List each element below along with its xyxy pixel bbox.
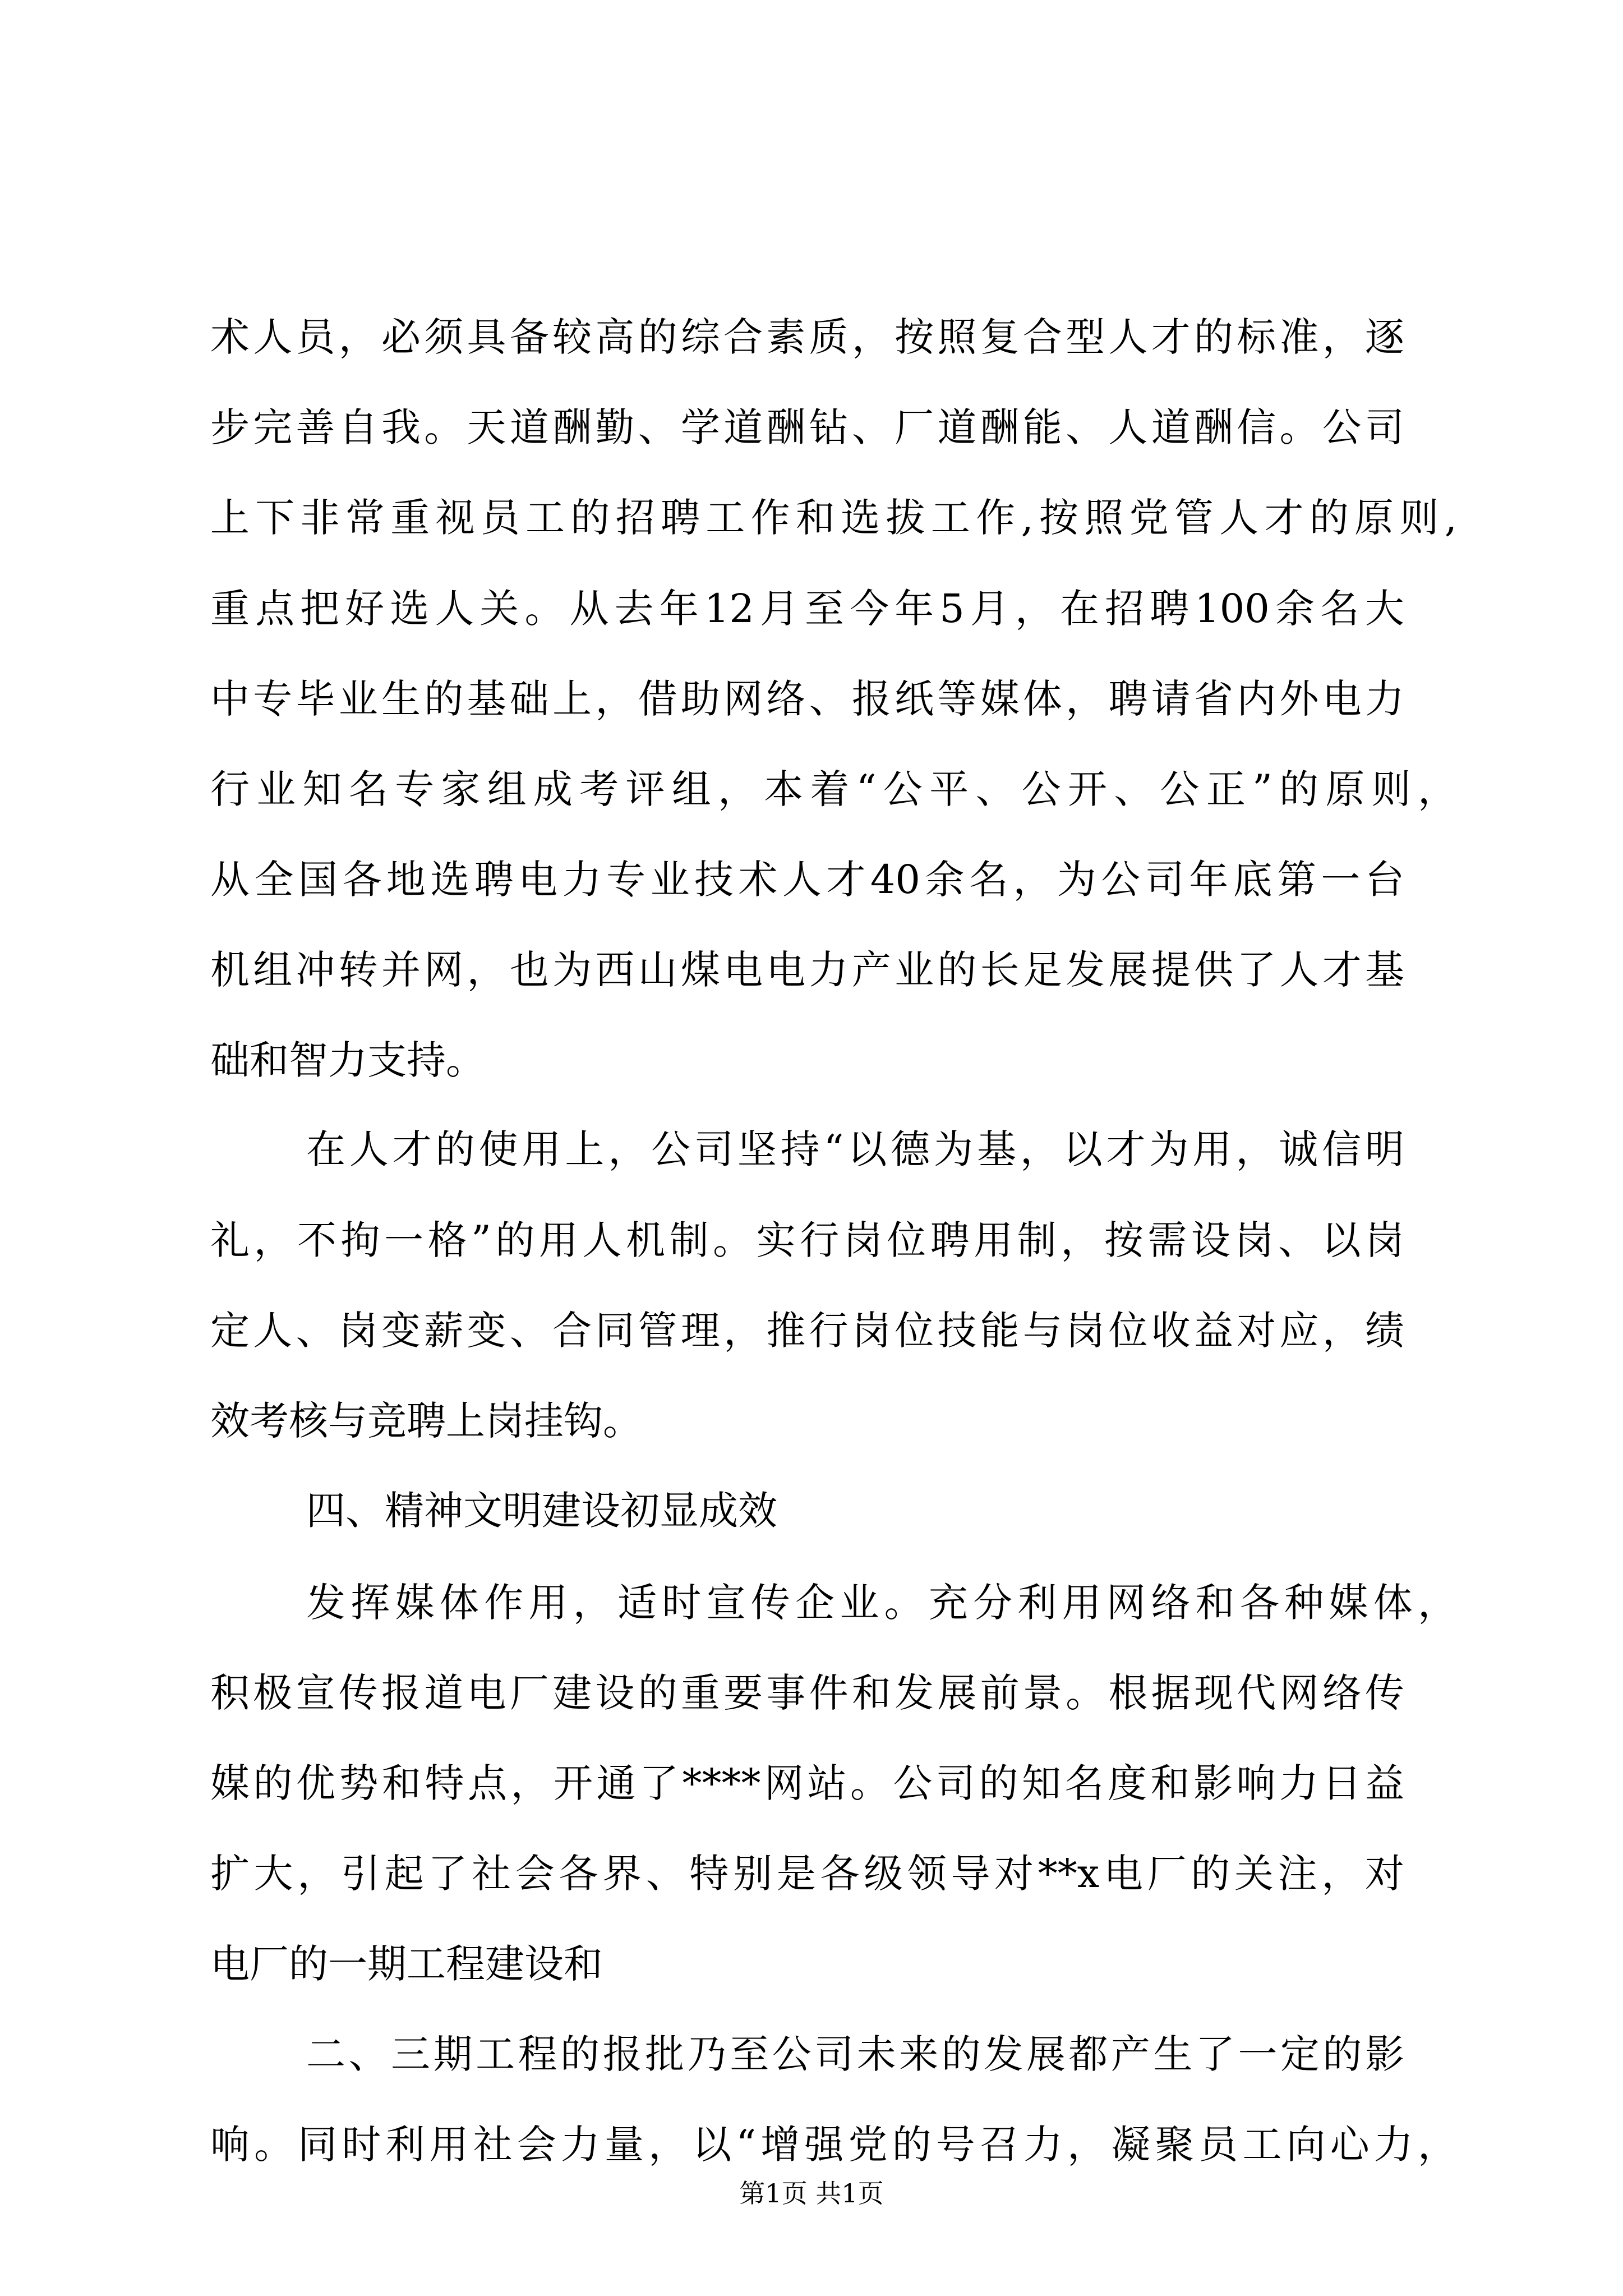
text-line: 效考核与竞聘上岗挂钩。 xyxy=(210,1398,642,1444)
text-line: 步完善自我。天道酬勤、学道酬钻、厂道酬能、人道酬信。公司 xyxy=(210,404,1404,450)
text-line: 中专毕业生的基础上，借助网络、报纸等媒体，聘请省内外电力 xyxy=(210,676,1404,722)
text-line: 积极宣传报道电厂建设的重要事件和发展前景。根据现代网络传 xyxy=(210,1670,1404,1716)
text-line: 四、精神文明建设初显成效 xyxy=(306,1488,777,1534)
text-line: 础和智力支持。 xyxy=(210,1037,485,1083)
text-line: 电厂的一期工程建设和 xyxy=(210,1941,603,1987)
text-line: 机组冲转并网，也为西山煤电电力产业的长足发展提供了人才基 xyxy=(210,947,1404,993)
text-line: 礼，不拘一格”的用人机制。实行岗位聘用制，按需设岗、以岗 xyxy=(210,1217,1404,1263)
text-line: 定人、岗变薪变、合同管理，推行岗位技能与岗位收益对应，绩 xyxy=(210,1308,1404,1354)
text-line: 上下非常重视员工的招聘工作和选拔工作,按照党管人才的原则, xyxy=(210,495,1457,541)
text-line: 从全国各地选聘电力专业技术人才40余名，为公司年底第一台 xyxy=(210,857,1404,903)
text-line: 重点把好选人关。从去年12月至今年5月，在招聘100余名大 xyxy=(210,586,1404,632)
text-line: 发挥媒体作用，适时宣传企业。充分利用网络和各种媒体， xyxy=(306,1580,1457,1626)
page-footer: 第1页 共1页 xyxy=(739,2178,884,2208)
text-line: 二、三期工程的报批乃至公司未来的发展都产生了一定的影 xyxy=(306,2031,1404,2077)
text-line: 行业知名专家组成考评组，本着“公平、公开、公正”的原则， xyxy=(210,766,1457,812)
text-line: 扩大，引起了社会各界、特别是各级领导对**x电厂的关注，对 xyxy=(210,1851,1404,1897)
text-line: 术人员，必须具备较高的综合素质，按照复合型人才的标准，逐 xyxy=(210,314,1404,360)
text-line: 在人才的使用上，公司坚持“以德为基，以才为用，诚信明 xyxy=(306,1126,1404,1172)
text-line: 响。同时利用社会力量，以“增强党的号召力，凝聚员工向心力， xyxy=(210,2122,1457,2168)
text-line: 媒的优势和特点，开通了****网站。公司的知名度和影响力日益 xyxy=(210,1760,1404,1806)
